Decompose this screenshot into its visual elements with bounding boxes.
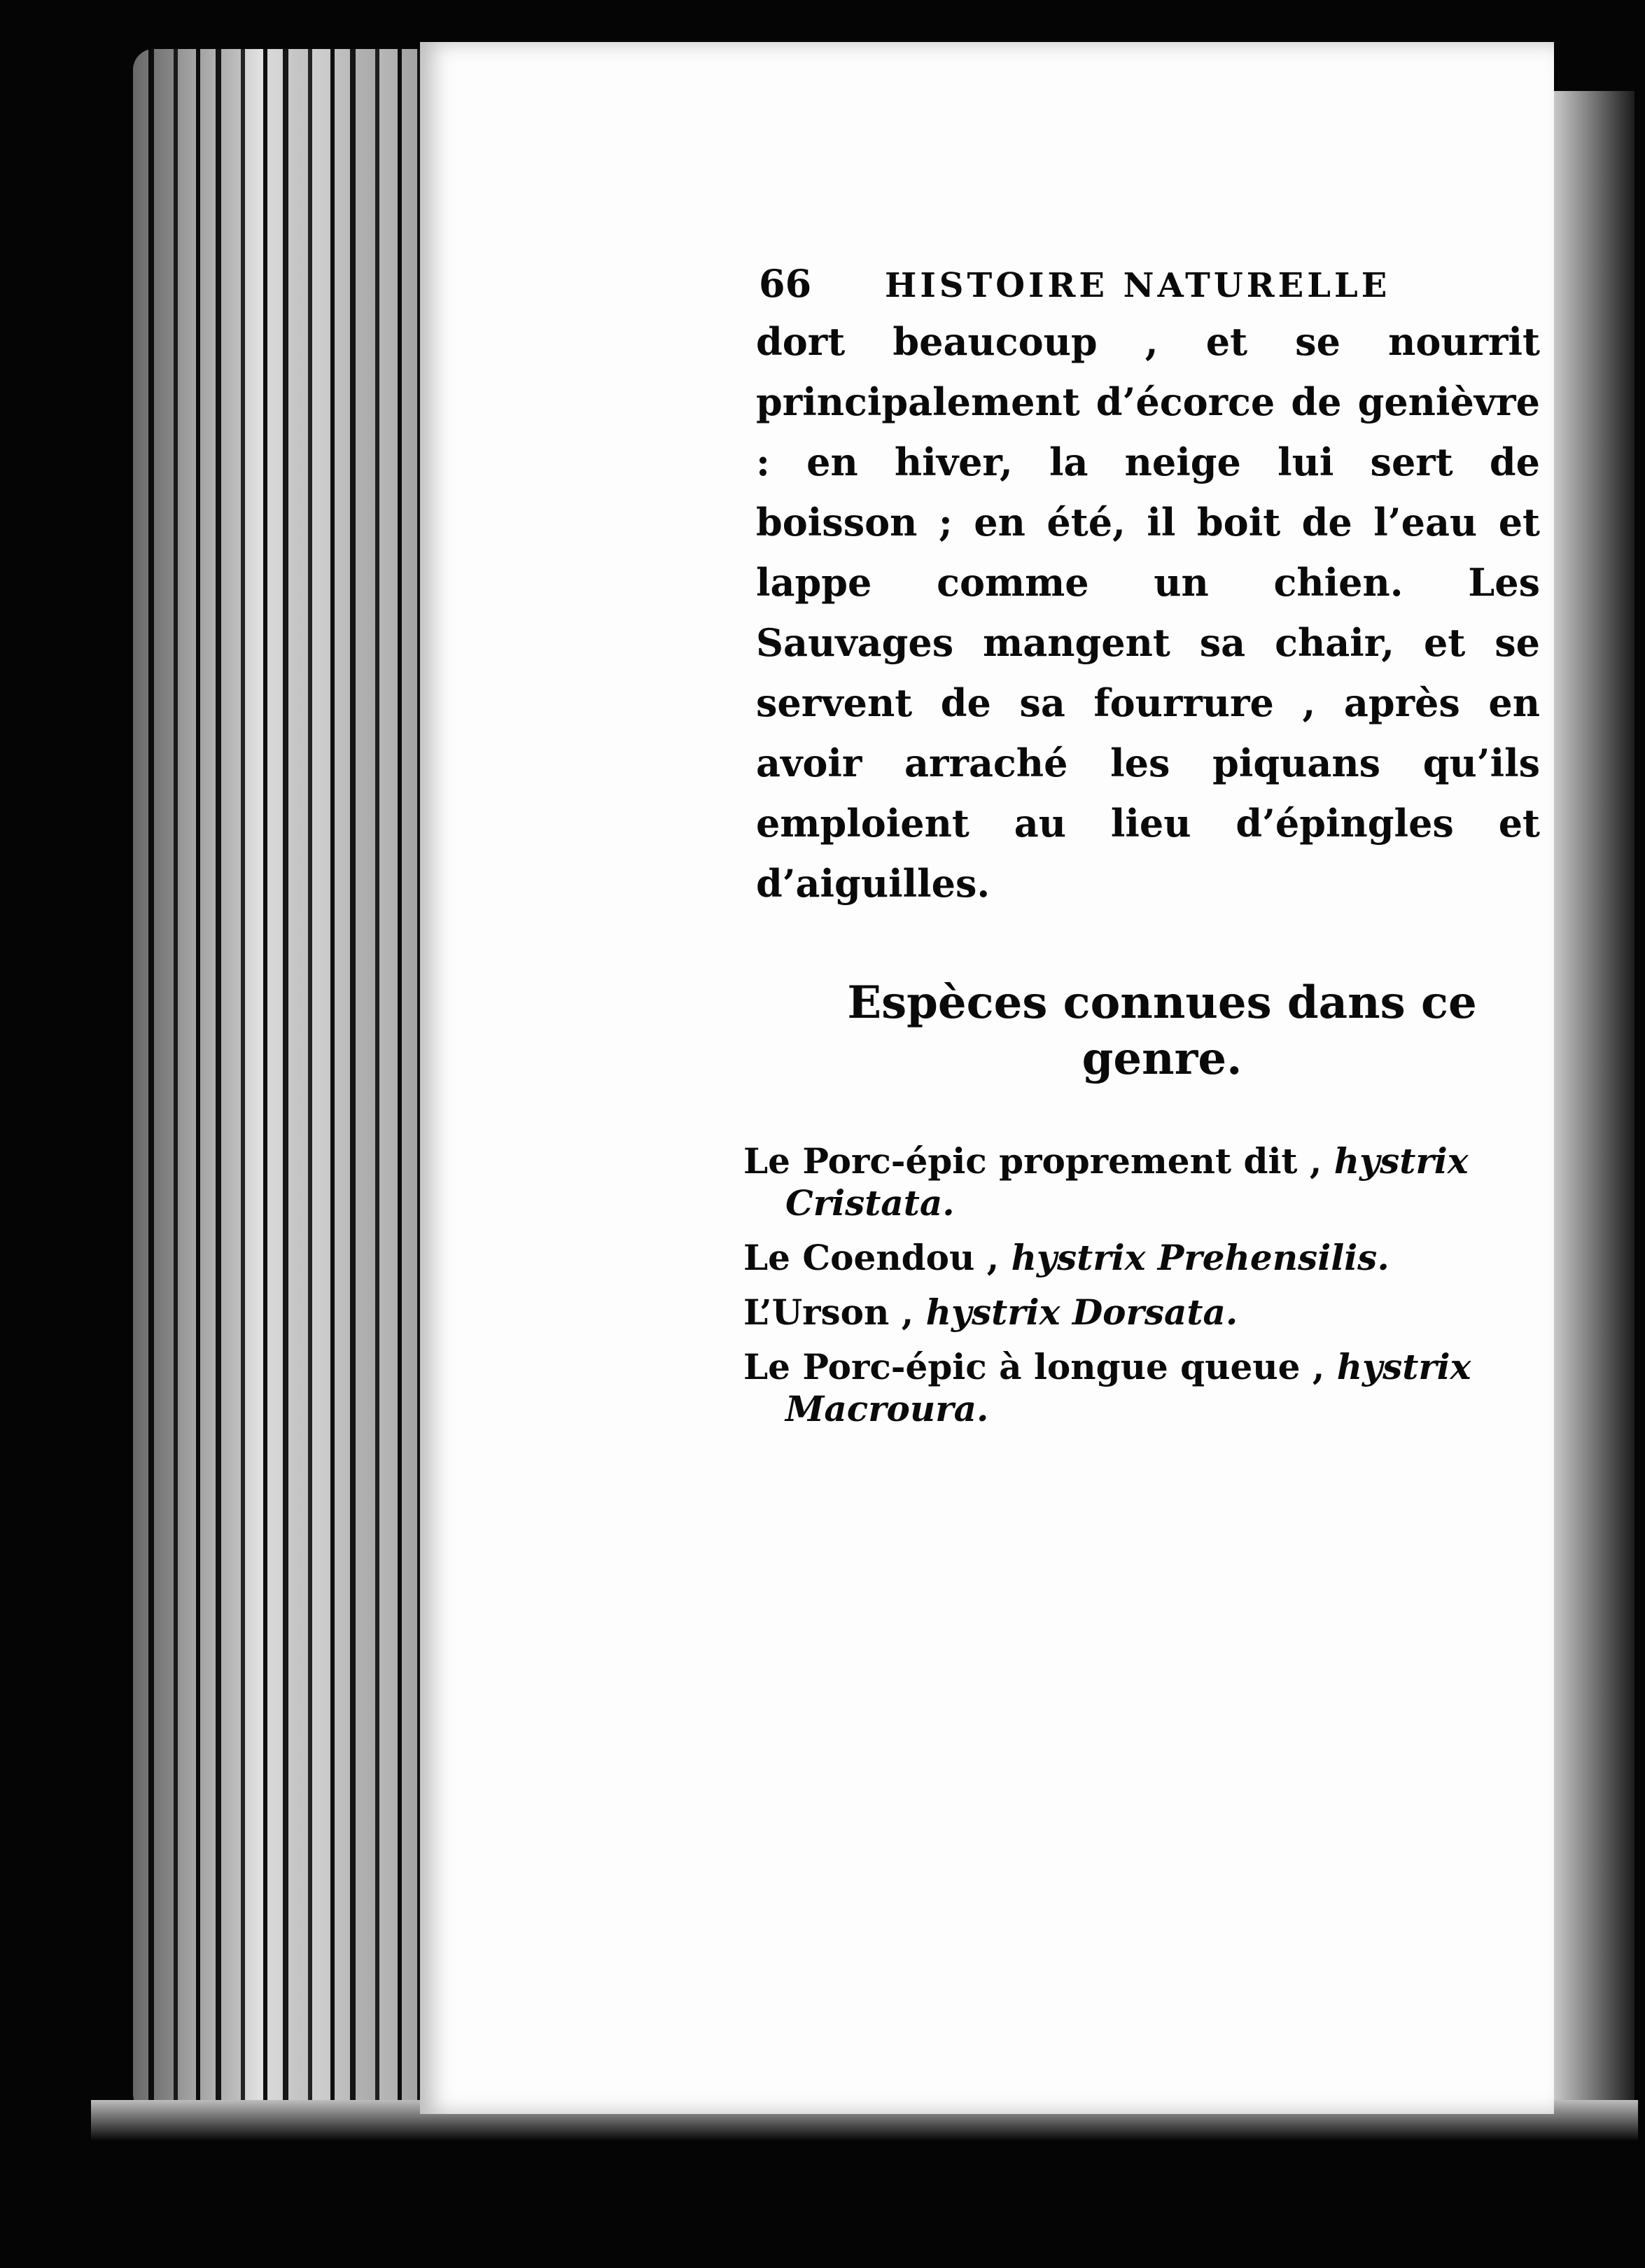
page-edges-shadow (133, 49, 455, 2121)
right-page-edge (1550, 91, 1634, 2114)
species-scientific-name: hystrix Macroura. (785, 1346, 1471, 1429)
species-list (743, 1140, 1540, 1430)
page-number: 66 (759, 261, 812, 306)
page-text-block (743, 259, 1540, 1443)
running-head (759, 259, 1540, 310)
species-scientific-name: hystrix Dorsata. (925, 1292, 1238, 1333)
species-common-name: L’Urson , (743, 1292, 926, 1333)
section-title: Espèces connues dans ce genre. (847, 976, 1477, 1085)
species-entry (743, 1346, 1540, 1430)
species-entry (743, 1140, 1540, 1224)
species-common-name: Le Coendou , (743, 1237, 1011, 1278)
species-entry (743, 1237, 1540, 1279)
species-entry (743, 1292, 1540, 1334)
species-scientific-name: hystrix Prehensilis. (1011, 1237, 1390, 1278)
species-common-name: Le Porc-épic à longue queue , (743, 1346, 1337, 1387)
species-common-name: Le Porc-épic proprement dit , (743, 1140, 1334, 1182)
species-scientific-name: hystrix Cristata. (785, 1140, 1469, 1224)
body-paragraph: dort beaucoup , et se nourrit principalement d’écorce de genièvre : en hiver, la neige lui sert de boisson ; en été, il boit de l’eau et lappe comme un chien. Les Sauvages mangent sa chair, et se servent de sa fourrure , après en avoir arraché les piquans qu’ils emploient au lieu d’épingles et d’aiguilles. (756, 319, 1540, 906)
running-title: HISTOIRE NATURELLE (885, 266, 1391, 305)
